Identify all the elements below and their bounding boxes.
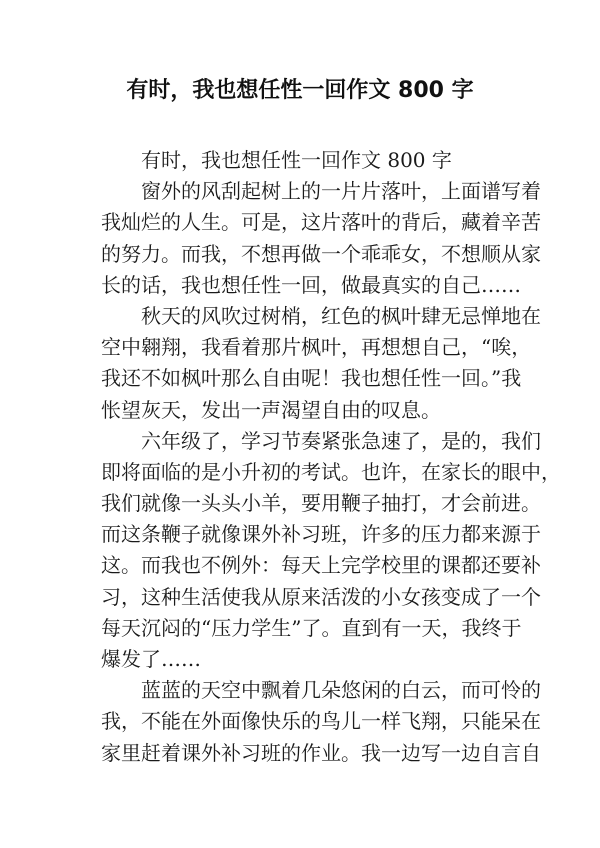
text-line: 我还不如枫叶那么自由呢！我也想任性一回。”我: [101, 366, 522, 391]
text-line: 有时，我也想任性一回作文 800 字: [141, 148, 452, 172]
text-line: 而这条鞭子就像课外补习班，许多的压力都来源于: [101, 522, 541, 547]
text-line: 长的话，我也想任性一回，做最真实的自己……: [101, 272, 521, 297]
text-line: 窗外的风刮起树上的一片片落叶，上面谱写着: [141, 179, 541, 204]
text-line: 的努力。而我，不想再做一个乖乖女，不想顺从家: [101, 241, 541, 266]
text-line: 我灿烂的人生。可是，这片落叶的背后，藏着辛苦: [101, 210, 541, 235]
paragraph: [101, 301, 541, 426]
text-line: 秋天的风吹过树梢，红色的枫叶肆无忌惮地在: [141, 303, 541, 328]
document-body: [101, 145, 561, 769]
text-line: 我，不能在外面像快乐的鸟儿一样飞翔，只能呆在: [101, 709, 541, 734]
paragraph: [101, 426, 561, 676]
text-line: 爆发了……: [101, 647, 201, 671]
text-line: 空中翱翔，我看着那片枫叶，再想想自己，“唉，: [101, 335, 532, 360]
text-line: 怅望灰天，发出一声渴望自由的叹息。: [101, 397, 441, 422]
text-line: 即将面临的是小升初的考试。也许，在家长的眼中，: [101, 459, 561, 484]
text-line: 六年级了，学习节奏紧张急速了，是的，我们: [141, 428, 541, 453]
text-line: 蓝蓝的天空中飘着几朵悠闲的白云，而可怜的: [141, 678, 541, 703]
essay-heading-line: [101, 145, 499, 176]
paragraph: [101, 176, 541, 301]
text-line: 家里赶着课外补习班的作业。我一边写一边自言自: [101, 740, 541, 765]
paragraph: [101, 675, 541, 769]
text-line: 每天沉闷的“压力学生”了。直到有一天，我终于: [101, 615, 522, 640]
text-line: 习，这种生活使我从原来活泼的小女孩变成了一个: [101, 584, 541, 609]
document-title: 有时，我也想任性一回作文 800 字: [126, 78, 474, 103]
text-line: 这。而我也不例外：每天上完学校里的课都还要补: [101, 553, 541, 578]
text-line: 我们就像一头头小羊，要用鞭子抽打，才会前进。: [101, 491, 541, 516]
